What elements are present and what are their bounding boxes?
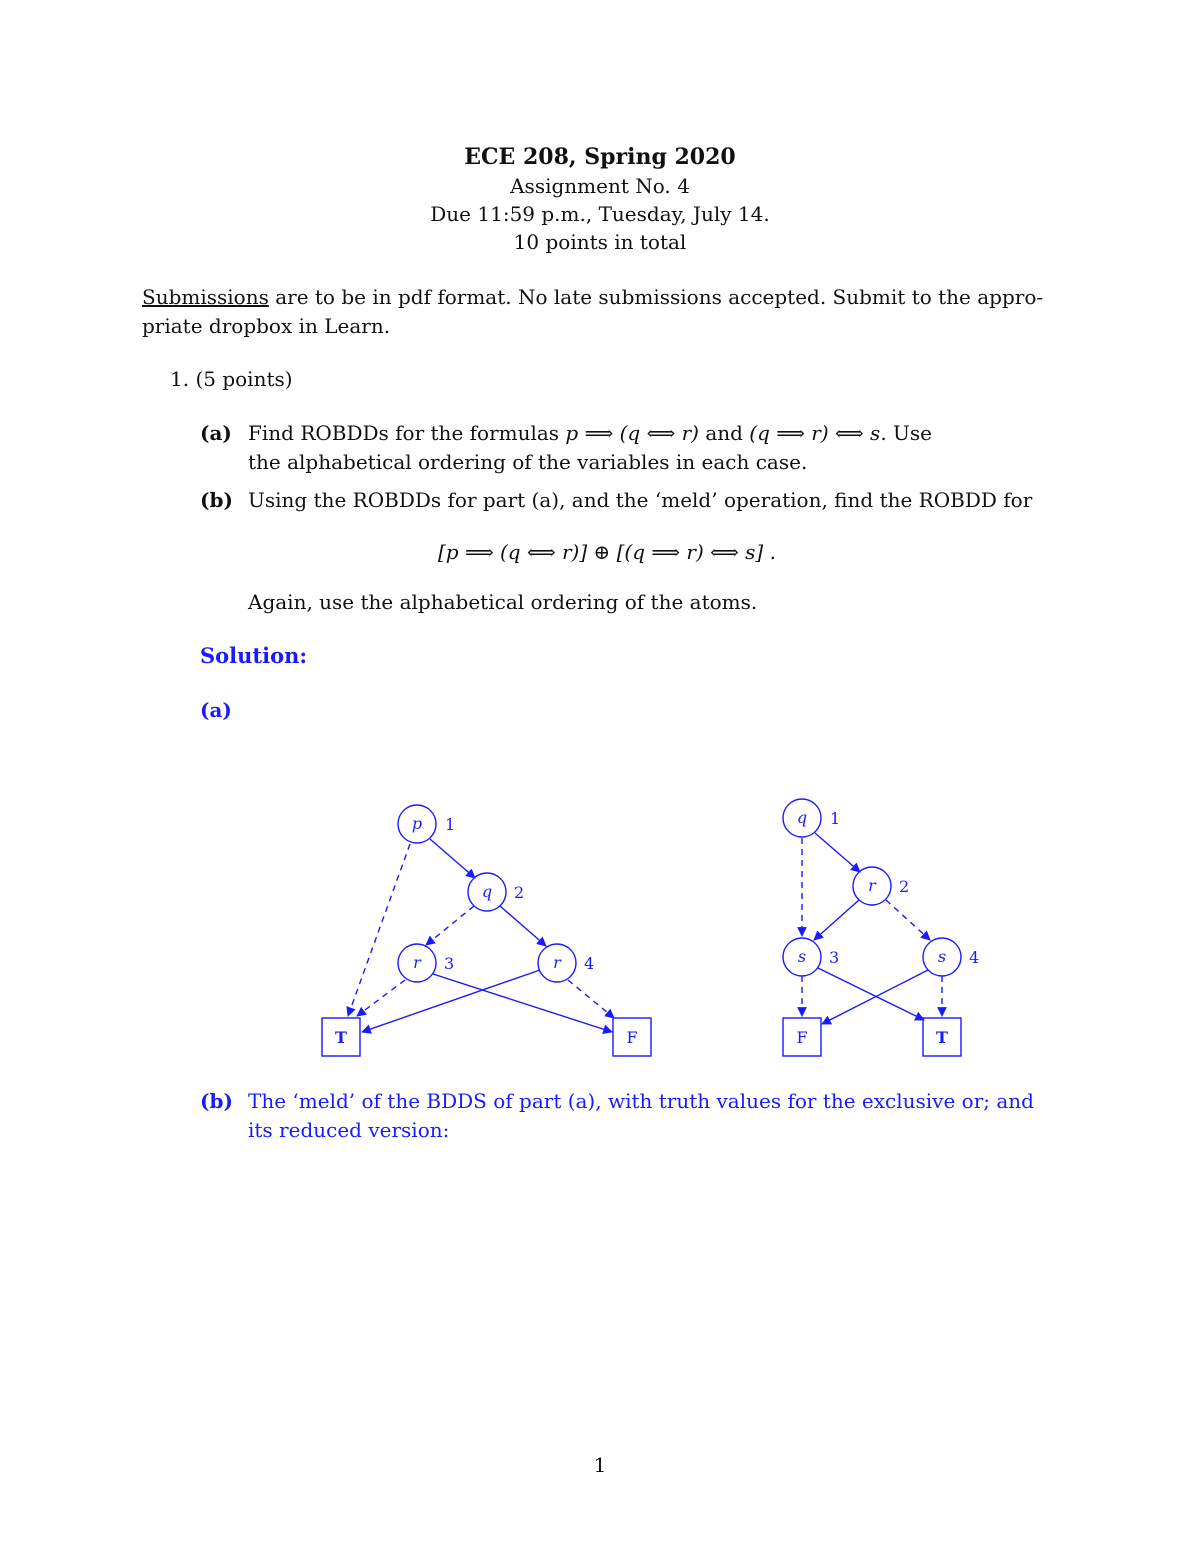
- intro-line2: priate dropbox in Learn.: [142, 314, 391, 338]
- bdd1-node-q-id: 2: [514, 883, 525, 902]
- bdd1-node-r3-id: 3: [444, 954, 455, 973]
- bdd2-node-q-label: q: [796, 808, 808, 827]
- bdd2-edge-q-r: [815, 833, 860, 872]
- bdd1-node-p-label: p: [411, 814, 423, 833]
- part-b-text: Using the ROBDDs for part (a), and the ‘meld’ operation, find the ROBDD for: [248, 488, 1033, 512]
- solution-part-b-line2: its reduced version:: [248, 1118, 450, 1142]
- solution-part-b-label: (b): [200, 1089, 233, 1113]
- part-a-formula-2: (q ⟹ r) ⟺ s: [749, 421, 881, 445]
- question-number: 1.: [170, 367, 190, 391]
- solution-part-b-line1: The ‘meld’ of the BDDS of part (a), with truth values for the exclusive or; and: [248, 1089, 1034, 1113]
- submissions-word: Submissions: [142, 285, 269, 309]
- bdd1-edge-r4-F: [568, 980, 614, 1018]
- part-a-and: and: [698, 421, 750, 445]
- question-points: (5 points): [195, 367, 293, 391]
- bdd-2: [783, 799, 961, 1056]
- part-a-use: . Use: [880, 421, 932, 445]
- bdd-1: [322, 805, 651, 1056]
- bdd2-node-s4-id: 4: [969, 948, 980, 967]
- solution-part-a-label: (a): [200, 698, 232, 722]
- bdd2-terminal-T-label: T: [936, 1028, 948, 1047]
- display-formula: [p ⟹ (q ⟺ r)] ⊕ [(q ⟹ r) ⟺ s] .: [438, 540, 776, 564]
- bdd1-terminal-T-label: T: [335, 1028, 347, 1047]
- bdd1-node-p-id: 1: [445, 815, 456, 834]
- bdd1-node-r3-label: r: [413, 953, 421, 972]
- course-title: ECE 208, Spring 2020: [464, 144, 736, 170]
- solution-part-b: [200, 1087, 1062, 1145]
- intro-line1: are to be in pdf format. No late submissions accepted. Submit to the appro-: [268, 285, 1044, 309]
- solution-heading: Solution:: [200, 643, 308, 668]
- due-date: Due 11:59 p.m., Tuesday, July 14.: [430, 202, 770, 226]
- bdd2-edge-s3-T: [818, 968, 924, 1020]
- bdd1-edge-p-q: [430, 839, 475, 878]
- bdd1-edge-q-r4: [500, 906, 546, 946]
- part-a-line2: the alphabetical ordering of the variables in each case.: [248, 450, 808, 474]
- bdd2-edge-r-s4: [886, 900, 930, 940]
- part-a-label: (a): [200, 421, 232, 445]
- part-b-label: (b): [200, 488, 233, 512]
- part-a-formula-1: p ⟹ (q ⟺ r): [565, 421, 699, 445]
- bdd1-terminal-F-label: F: [626, 1028, 638, 1047]
- bdd1-edge-q-r3: [426, 906, 474, 945]
- bdd2-node-s4-label: s: [937, 947, 947, 966]
- bdd1-edge-p-T: [348, 844, 410, 1016]
- part-a-text: Find ROBDDs for the formulas: [248, 421, 566, 445]
- bdd2-node-r-label: r: [868, 876, 876, 895]
- bdd1-node-r4-label: r: [553, 953, 561, 972]
- bdd2-terminal-F-label: F: [796, 1028, 808, 1047]
- bdd2-edge-r-s3: [814, 900, 859, 940]
- bdd1-edge-r3-T: [357, 980, 405, 1016]
- bdd1-node-r4-id: 4: [584, 954, 595, 973]
- bdd2-node-s3-label: s: [797, 947, 807, 966]
- again-text: Again, use the alphabetical ordering of the atoms.: [248, 590, 758, 614]
- total-points: 10 points in total: [513, 230, 687, 254]
- bdd2-node-r-id: 2: [899, 877, 910, 896]
- bdd1-edge-r3-F: [433, 974, 612, 1032]
- bdd2-node-s3-id: 3: [829, 948, 840, 967]
- page-number: 1: [593, 1453, 607, 1477]
- bdd1-node-q-label: q: [481, 882, 493, 901]
- assignment-number: Assignment No. 4: [510, 174, 690, 198]
- bdd2-node-q-id: 1: [830, 809, 841, 828]
